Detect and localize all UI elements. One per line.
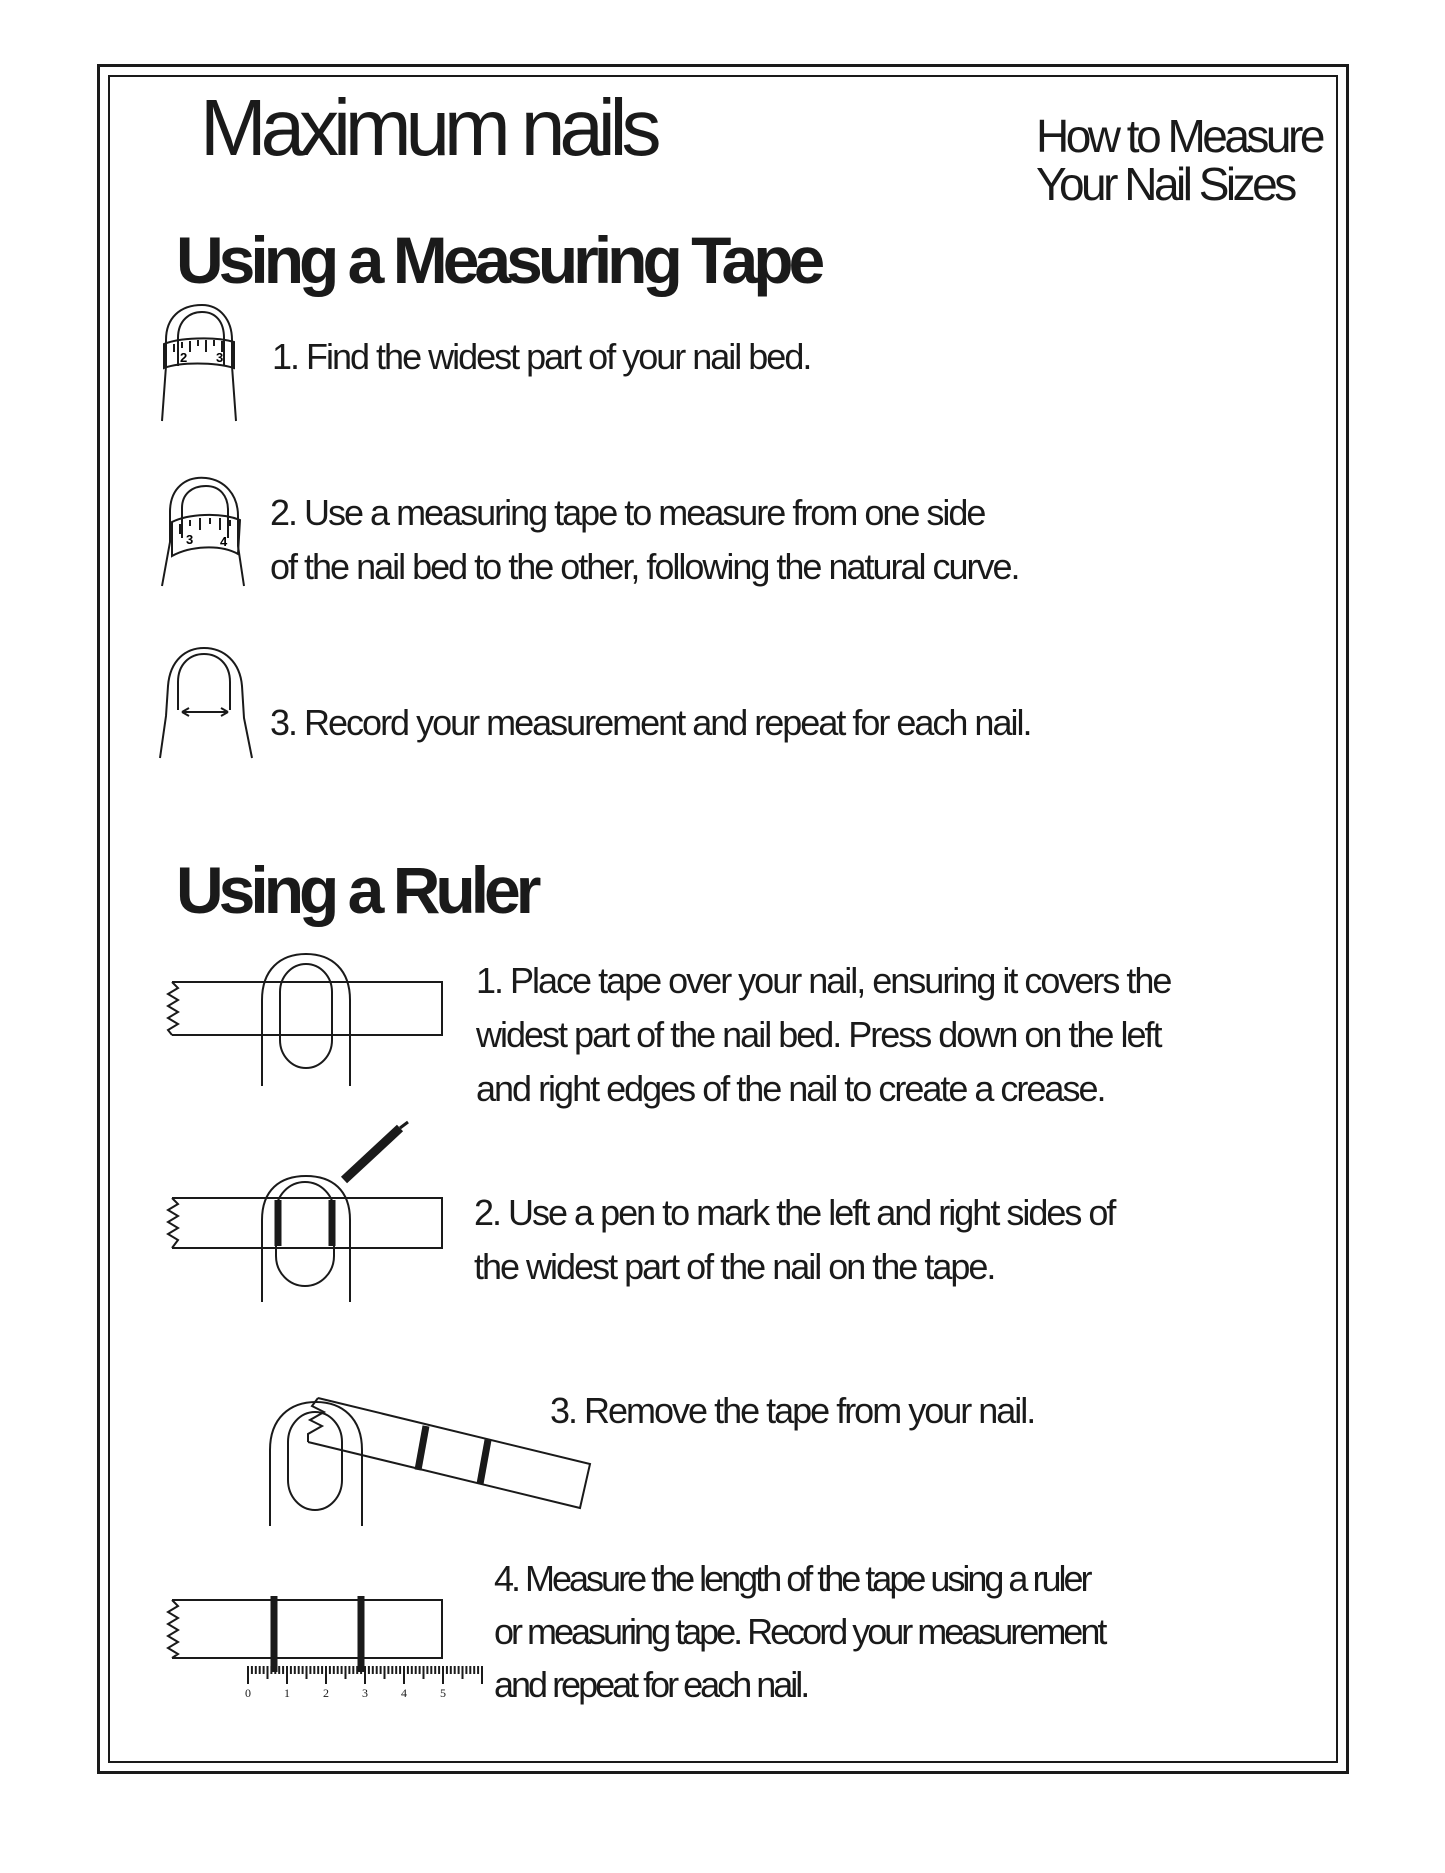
step-text-line: 3. Remove the tape from your nail. bbox=[550, 1390, 1035, 1431]
ruler-number: 1 bbox=[284, 1686, 290, 1700]
step-text-line: 4. Measure the length of the tape using a ruler bbox=[494, 1558, 1090, 1599]
step-text-line: 1. Place tape over your nail, ensuring it covers the bbox=[476, 960, 1171, 1001]
finger-width-arrow-illustration bbox=[158, 644, 254, 762]
tape-step-3 bbox=[270, 696, 1030, 750]
step-text-line: 2. Use a measuring tape to measure from one side bbox=[270, 492, 985, 533]
finger-pen-marking-illustration bbox=[158, 1120, 448, 1305]
tape-step-1 bbox=[272, 330, 810, 384]
step-text-line: and right edges of the nail to create a crease. bbox=[476, 1068, 1105, 1109]
step-text-line: and repeat for each nail. bbox=[494, 1664, 808, 1705]
tape-mark-label: 2 bbox=[180, 350, 188, 365]
finger-tape-curve-illustration bbox=[158, 472, 248, 590]
section-heading-ruler: Using a Ruler bbox=[176, 853, 537, 927]
ruler-step-3 bbox=[550, 1384, 1034, 1438]
step-text-line: 1. Find the widest part of your nail bed. bbox=[272, 336, 811, 377]
ruler-number: 3 bbox=[362, 1686, 368, 1700]
step-text-line: widest part of the nail bed. Press down on the left bbox=[476, 1014, 1161, 1055]
step-text-line: or measuring tape. Record your measurement bbox=[494, 1611, 1105, 1652]
ruler-number: 5 bbox=[440, 1686, 446, 1700]
ruler-number: 2 bbox=[323, 1686, 329, 1700]
finger-tape-wrap-illustration bbox=[158, 300, 242, 425]
ruler-step-1 bbox=[476, 954, 1170, 1116]
brand-title: Maximum nails bbox=[200, 83, 656, 172]
ruler-step-2 bbox=[474, 1186, 1114, 1294]
section-heading-measuring-tape: Using a Measuring Tape bbox=[176, 223, 821, 297]
tape-removed-from-nail-illustration bbox=[262, 1380, 598, 1530]
subtitle-line: How to Measure bbox=[1036, 110, 1322, 162]
ruler-number: 0 bbox=[245, 1686, 251, 1700]
tape-mark-label: 3 bbox=[216, 350, 224, 365]
subtitle-line: Your Nail Sizes bbox=[1036, 158, 1294, 210]
ruler-number: 4 bbox=[401, 1686, 407, 1700]
tape-on-ruler-illustration bbox=[158, 1580, 488, 1700]
step-text-line: of the nail bed to the other, following the natural curve. bbox=[270, 546, 1019, 587]
tape-mark-label: 4 bbox=[220, 534, 228, 549]
finger-tape-over-nail-illustration bbox=[158, 950, 448, 1090]
step-text-line: 3. Record your measurement and repeat for each nail. bbox=[270, 702, 1031, 743]
step-text-line: 2. Use a pen to mark the left and right sides of bbox=[474, 1192, 1115, 1233]
step-text-line: the widest part of the nail on the tape. bbox=[474, 1246, 995, 1287]
ruler-step-4 bbox=[494, 1552, 1104, 1711]
tape-mark-label: 3 bbox=[186, 532, 194, 547]
tape-step-2 bbox=[270, 486, 1019, 594]
page-subtitle bbox=[1036, 112, 1322, 208]
